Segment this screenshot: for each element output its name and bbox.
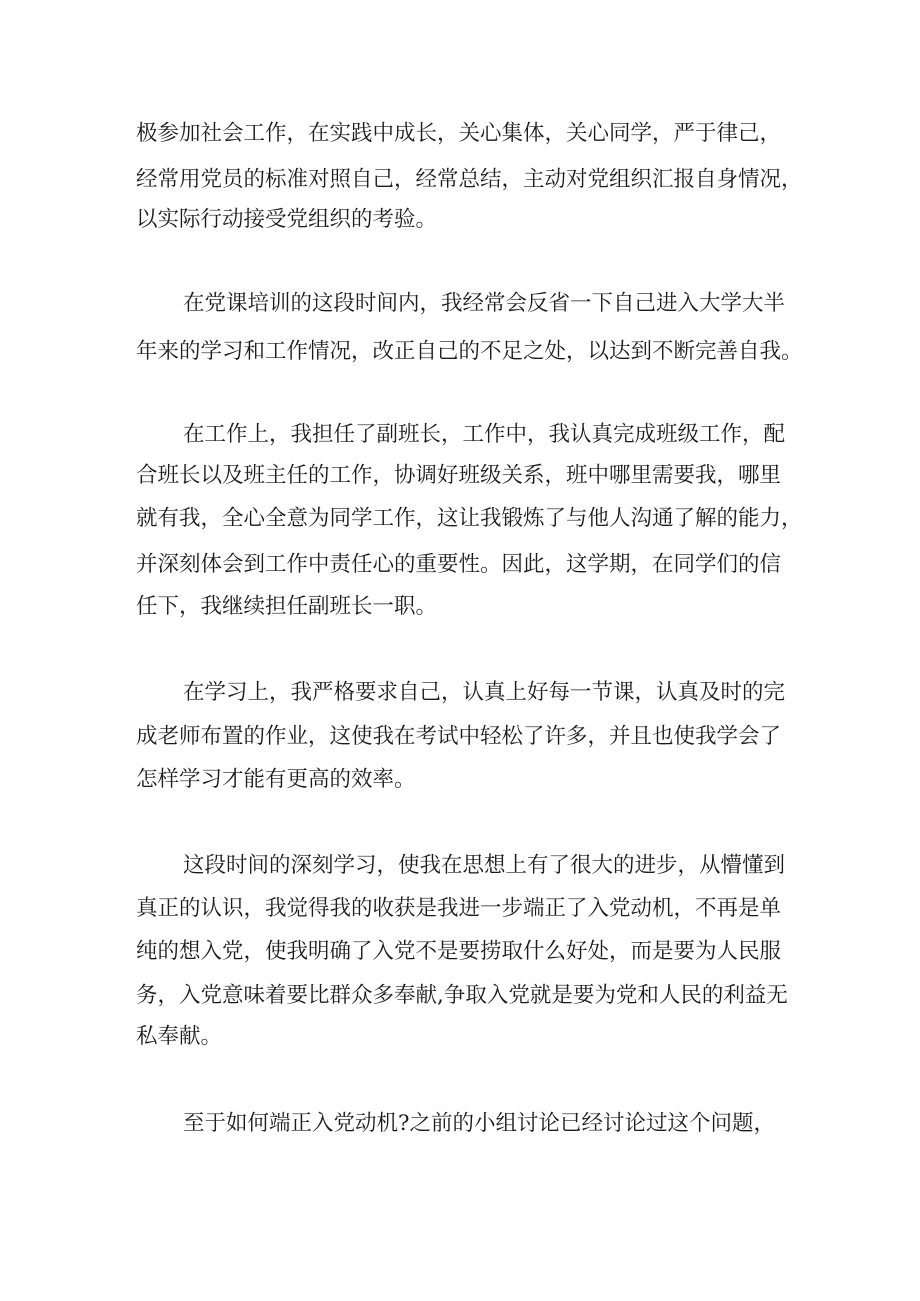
- paragraph-5-line-4: 务，入党意味着要比群众多奉献,争取入党就是要为党和人民的利益无: [136, 983, 788, 1008]
- paragraph-6-line-1: 至于如何端正入党动机?之前的小组讨论已经讨论过这个问题，: [183, 1111, 776, 1136]
- paragraph-3-line-1: 在工作上，我担任了副班长，工作中，我认真完成班级工作，配: [183, 422, 786, 447]
- paragraph-2-line-2: 年来的学习和工作情况，改正自己的不足之处，以达到不断完善自我。: [136, 339, 803, 364]
- paragraph-2-line-1: 在党课培训的这段时间内，我经常会反省一下自己进入大学大半: [183, 291, 786, 316]
- paragraph-3-line-4: 并深刻体会到工作中责任心的重要性。因此，这学期，在同学们的信: [136, 552, 782, 577]
- paragraph-4-line-3: 怎样学习才能有更高的效率。: [136, 767, 416, 792]
- paragraph-1-line-1: 极参加社会工作，在实践中成长，关心集体，关心同学，严于律己，: [136, 121, 782, 146]
- paragraph-5-line-1: 这段时间的深刻学习，使我在思想上有了很大的进步，从懵懂到: [183, 853, 786, 878]
- paragraph-4-line-1: 在学习上，我严格要求自己，认真上好每一节课，认真及时的完: [183, 680, 786, 705]
- paragraph-4-line-2: 成老师布置的作业，这使我在考试中轻松了许多，并且也使我学会了: [136, 724, 782, 749]
- paragraph-1-line-2: 经常用党员的标准对照自己，经常总结，主动对党组织汇报自身情况，: [136, 167, 803, 192]
- paragraph-5-line-5: 私奉献。: [136, 1024, 223, 1049]
- paragraph-1-line-3: 以实际行动接受党组织的考验。: [136, 207, 438, 232]
- paragraph-5-line-2: 真正的认识，我觉得我的收获是我进一步端正了入党动机，不再是单: [136, 896, 782, 921]
- paragraph-3-line-2: 合班长以及班主任的工作，协调好班级关系，班中哪里需要我，哪里: [136, 463, 782, 488]
- paragraph-3-line-3: 就有我，全心全意为同学工作，这让我锻炼了与他人沟通了解的能力，: [136, 506, 803, 531]
- paragraph-5-line-3: 纯的想入党，使我明确了入党不是要捞取什么好处，而是要为人民服: [136, 939, 782, 964]
- paragraph-3-line-5: 任下，我继续担任副班长一职。: [136, 594, 438, 619]
